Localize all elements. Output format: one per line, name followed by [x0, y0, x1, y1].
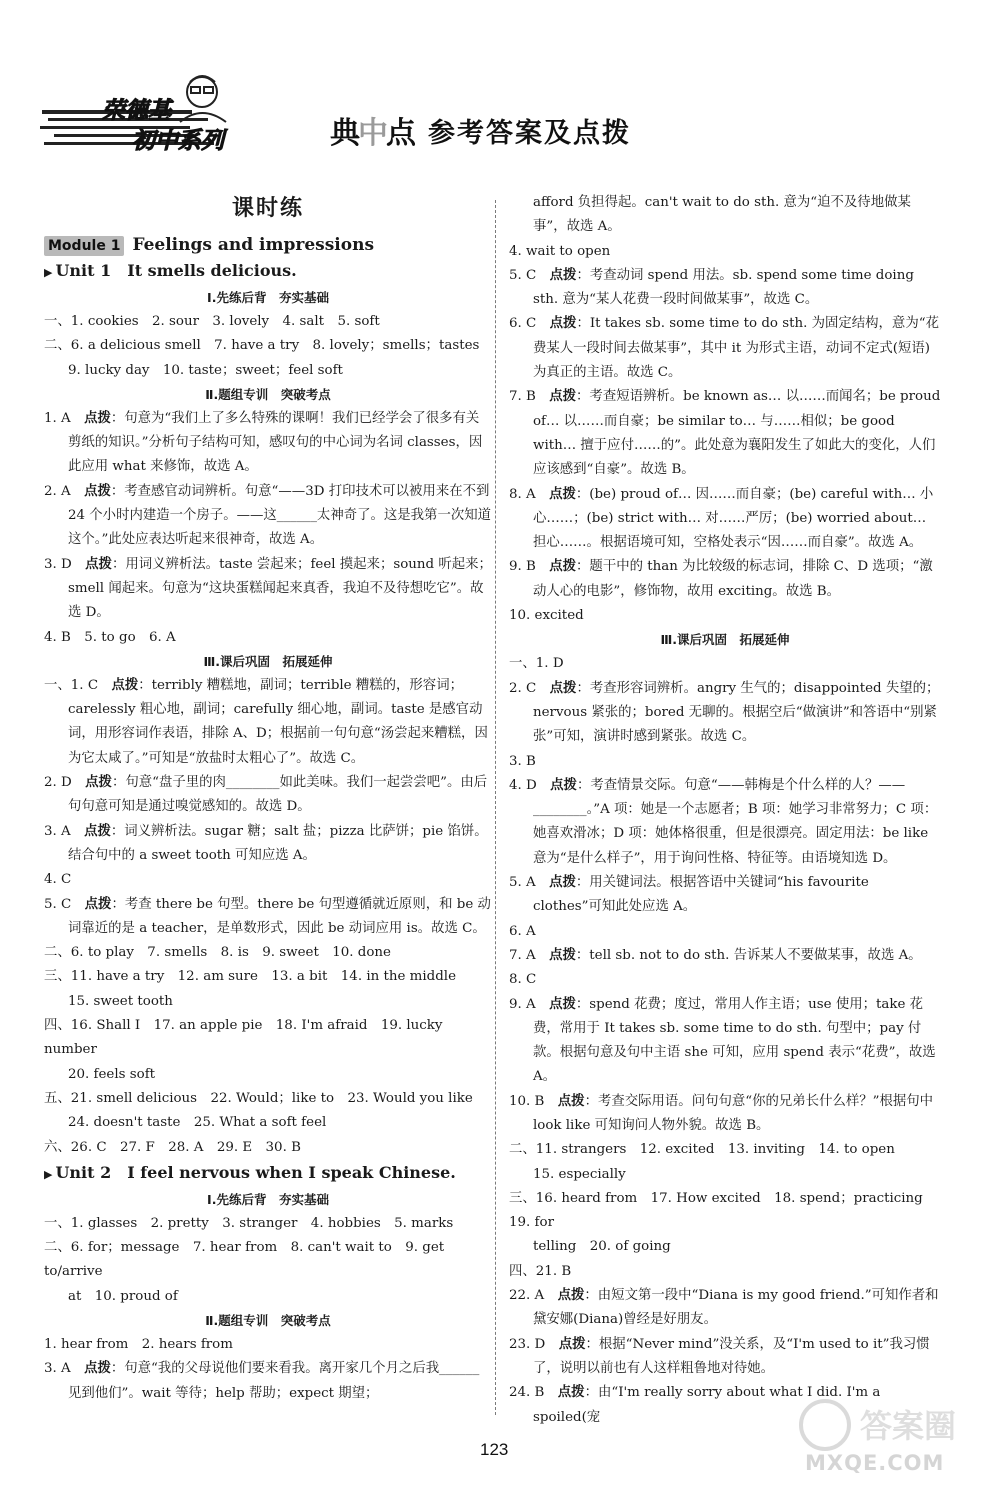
hint-keyword: 点拨 — [84, 896, 112, 912]
answer-line: 15. especially — [533, 1166, 626, 1182]
answer-line: 23. D 点拨：根据“Never mind”没关系，及“I'm used to it”我习惯了，说明以前也有人这样粗鲁地对待她。 — [509, 1336, 930, 1376]
answer-line: 6. C 点拨：It takes sb. some time to do sth. 为固定结构，意为“花费某人一段时间去做某事”，其中 it 为形式主语，动词不定式(短语)为真正的主语。故选 C。 — [509, 316, 939, 381]
svg-text:答案圈: 答案圈 — [860, 1407, 957, 1445]
answer-line: 一、1. glasses 2. pretty 3. stranger 4. hobbies 5. marks — [44, 1215, 454, 1231]
answer-line: 10. B 点拨：考查交际用语。问句句意“你的兄弟长什么样？”根据句中 look like 可知询问人物外貌。故选 B。 — [509, 1093, 934, 1133]
hint-keyword: 点拨 — [85, 556, 112, 572]
section-title: 课时练 — [231, 196, 304, 221]
answer-line: 4. B 5. to go 6. A — [44, 629, 176, 645]
header-title — [330, 108, 631, 152]
answer-line: 3. D 点拨：用词义辨析法。taste 尝起来；feel 摸起来；sound 听起来；smell 闻起来。句意为“这块蛋糕闻起来真香，我迫不及待想吃它”。故选 D。 — [44, 556, 492, 621]
right-column — [509, 191, 941, 1430]
left-column — [44, 190, 492, 1406]
answer-line: 24. B 点拨：由“I'm really sorry about what I did. I'm a spoiled(宠 — [509, 1385, 881, 1425]
header-title-text: 参考答案及点拨 — [428, 117, 631, 149]
hint-keyword: 点拨 — [550, 777, 577, 793]
hint-keyword: 点拨 — [549, 389, 577, 405]
answer-line: 5. C 点拨：考查 there be 句型。there be 句型遵循就近原则，和 be 动词靠近的是 a teacher，是单数形式，因此 be 动词应用 is。故选 C。 — [44, 896, 491, 936]
hint-keyword: 点拨 — [549, 486, 576, 502]
answer-line: 6. A — [509, 923, 536, 939]
answer-line: 二、6. a delicious smell 7. have a try 8. lovely；smells；tastes — [44, 338, 480, 354]
answer-line: 4. D 点拨：考查情景交际。句意“——韩梅是个什么样的人？——________。”A 项：她是一个志愿者；B 项：她学习非常努力；C 项：她喜欢滑冰；D 项：她体格很重，但是很漂亮。固定用法：be like 意为“是什么样子”，用于询问性格、特征等。由语境知选 D。 — [509, 777, 938, 866]
answer-line: 二、11. strangers 12. excited 13. inviting 14. to open — [509, 1142, 895, 1158]
answer-line: 22. A 点拨：由短文第一段中“Diana is my good friend.”可知作者和黛安娜(Diana)曾经是好朋友。 — [509, 1288, 939, 1328]
brand-mark: 典中点 — [330, 116, 414, 151]
answer-line: 24. doesn't taste 25. What a soft feel — [68, 1115, 327, 1131]
watermark — [795, 1395, 990, 1490]
answer-line: 3. A 点拨：句意“我的父母说他们要来看我。离开家几个月之后我______见到他们”。wait 等待；help 帮助；expect 期望； — [44, 1361, 480, 1401]
exercise-section-heading: Ⅱ.题组专训 突破考点 — [205, 1312, 331, 1328]
exercise-section-heading: Ⅰ.先练后背 夯实基础 — [207, 1191, 329, 1207]
watermark-logo — [795, 1395, 990, 1455]
hint-keyword: 点拨 — [549, 680, 577, 696]
answer-line: 4. wait to open — [509, 243, 611, 259]
answer-line: 六、26. C 27. F 28. A 29. E 30. B — [44, 1139, 301, 1155]
answer-line: 9. A 点拨：spend 花费；度过，常用人作主语；use 使用；take 花费，常用于 It takes sb. some time to do sth. 句型中；pay 付款。根据句意及句中主语 she 可知，应用 spend 表示“花费”，故选 A。 — [509, 996, 936, 1085]
unit-heading — [44, 1160, 492, 1188]
exercise-section-heading: Ⅱ.题组专训 突破考点 — [205, 386, 331, 402]
answer-line: 2. D 点拨：句意“盘子里的肉________如此美味。我们一起尝尝吧”。由后句句意可知是通过嗅觉感知的。故选 D。 — [44, 775, 488, 815]
answer-line: 8. A 点拨：(be) proud of… 因……而自豪；(be) careful with… 小心……；(be) strict with… 对……严厉；(be) worried about… 担心……。根据语境可知，空格处表示“因……而自豪”。故选 A。 — [509, 486, 934, 551]
hint-keyword: 点拨 — [549, 559, 577, 575]
answer-line: 四、16. Shall I 17. an apple pie 18. I'm afraid 19. lucky number — [44, 1018, 443, 1058]
triangle-bullet-icon: ▶ — [44, 1167, 53, 1181]
triangle-bullet-icon: ▶ — [44, 266, 53, 279]
answer-line: 7. A 点拨：tell sb. not to do sth. 告诉某人不要做某事，故选 A。 — [509, 947, 922, 963]
unit-title: Unit 2 I feel nervous when I speak Chinese. — [55, 1162, 456, 1182]
answer-line: 三、16. heard from 17. How excited 18. spend；practicing 19. for — [509, 1190, 937, 1231]
answer-line: afford 负担得起。can't wait to do sth. 意为“迫不及待地做某事”，故选 A。 — [533, 195, 911, 235]
answer-line: 15. sweet tooth — [68, 993, 173, 1009]
answer-line: 9. lucky day 10. taste；sweet；feel soft — [68, 362, 343, 378]
answer-line: 8. C — [509, 972, 537, 988]
module-badge: Module 1 — [44, 236, 124, 256]
answer-line: 二、6. for；message 7. hear from 8. can't wait to 9. get to/arrive — [44, 1240, 445, 1280]
exercise-section-heading: Ⅲ.课后巩固 拓展延伸 — [660, 632, 790, 648]
answer-line: 5. A 点拨：用关键词法。根据答语中关键词“his favourite clothes”可知此处应选 A。 — [509, 875, 869, 915]
answer-line: 五、21. smell delicious 22. Would；like to 23. Would you like — [44, 1090, 473, 1106]
hint-keyword: 点拨 — [549, 996, 576, 1012]
answer-line: at 10. proud of — [68, 1288, 178, 1304]
answer-line: 4. C — [44, 872, 72, 888]
hint-keyword: 点拨 — [85, 775, 112, 791]
hint-keyword: 点拨 — [549, 267, 577, 283]
module-title: Feelings and impressions — [132, 235, 375, 255]
hint-keyword: 点拨 — [549, 875, 576, 891]
answer-line: 3. B — [509, 753, 536, 769]
hint-keyword: 点拨 — [557, 1385, 585, 1401]
answer-line: 一、1. D — [509, 656, 564, 672]
answer-line: 2. A 点拨：考查感官动词辨析。句意“——3D 打印技术可以被用来在不到 24 个小时内建造一个房子。——这______太神奇了。这是我第一次知道这个。”此处应表达听起来很神奇，故选 A。 — [44, 483, 492, 548]
exercise-section-heading: Ⅲ.课后巩固 拓展延伸 — [203, 653, 333, 669]
hint-keyword: 点拨 — [84, 483, 111, 499]
page-number: 123 — [480, 1440, 509, 1459]
svg-text:初中系列: 初中系列 — [132, 128, 224, 154]
answer-line: 2. C 点拨：考查形容词辨析。angry 生气的；disappointed 失望的；nervous 紧张的；bored 无聊的。根据空后“做演讲”和答语中“别紧张”可知，演讲时感到紧张。故选 C。 — [509, 680, 940, 745]
answer-line: 9. B 点拨：题干中的 than 为比较级的标志词，排除 C、D 选项；“激动人心的电影”，修饰物，故用 exciting。故选 B。 — [509, 559, 933, 599]
hint-keyword: 点拨 — [84, 823, 111, 839]
answer-line: 20. feels soft — [68, 1066, 156, 1082]
hint-keyword: 点拨 — [111, 677, 139, 693]
answer-line: 3. A 点拨：词义辨析法。sugar 糖；salt 盐；pizza 比萨饼；pie 馅饼。结合句中的 a sweet tooth 可知应选 A。 — [44, 823, 488, 863]
series-logo — [40, 70, 255, 162]
answer-line: 1. hear from 2. hears from — [44, 1336, 233, 1352]
hint-keyword: 点拨 — [557, 1093, 585, 1109]
hint-keyword: 点拨 — [549, 316, 577, 332]
hint-keyword: 点拨 — [84, 1361, 111, 1377]
answer-line: 一、1. C 点拨：terribly 糟糕地，副词；terrible 糟糕的，形容词；carelessly 粗心地，副词；carefully 细心地，副词。taste 是感官动词，用形容词作表语，排除 A、D；根据前一句句意“汤尝起来糟糕，因为它太咸了。”可知是“放盐时太粗心了”。故选 C。 — [44, 677, 488, 766]
answer-line: 四、21. B — [509, 1263, 572, 1279]
answer-line: telling 20. of going — [533, 1239, 671, 1255]
watermark-url: MXQE.COM — [805, 1451, 945, 1475]
hint-keyword: 点拨 — [558, 1336, 586, 1352]
answer-line: 10. excited — [509, 608, 584, 624]
module-heading — [44, 232, 492, 258]
column-divider — [495, 200, 496, 1415]
exercise-section-heading: Ⅰ.先练后背 夯实基础 — [207, 290, 329, 305]
unit-heading — [44, 258, 492, 286]
hint-keyword: 点拨 — [84, 410, 111, 426]
hint-keyword: 点拨 — [557, 1288, 585, 1304]
answer-line: 一、1. cookies 2. sour 3. lovely 4. salt 5. soft — [44, 314, 380, 329]
answer-line: 二、6. to play 7. smells 8. is 9. sweet 10. done — [44, 945, 391, 961]
unit-title: Unit 1 It smells delicious. — [55, 261, 297, 280]
answer-line: 5. C 点拨：考查动词 spend 用法。sb. spend some time doing sth. 意为“某人花费一段时间做某事”，故选 C。 — [509, 267, 914, 308]
answer-line: 1. A 点拨：句意为“我们上了多么特殊的课啊！我们已经学会了很多有关剪纸的知识。”分析句子结构可知，感叹句的中心词为名词 classes，因此应用 what 来修饰，故选 A。 — [44, 410, 483, 475]
svg-text:荣德基: 荣德基 — [102, 98, 171, 124]
answer-line: 7. B 点拨：考查短语辨析。be known as… 以……而闻名；be proud of… 以……而自豪；be similar to… 与……相似；be good with… 擅于应付……的”。此处意为襄阳发生了如此大的变化，人们应该感到“自豪”。故选 B。 — [509, 389, 941, 478]
answer-line: 三、11. have a try 12. am sure 13. a bit 14. in the middle — [44, 969, 457, 985]
hint-keyword: 点拨 — [549, 947, 576, 963]
